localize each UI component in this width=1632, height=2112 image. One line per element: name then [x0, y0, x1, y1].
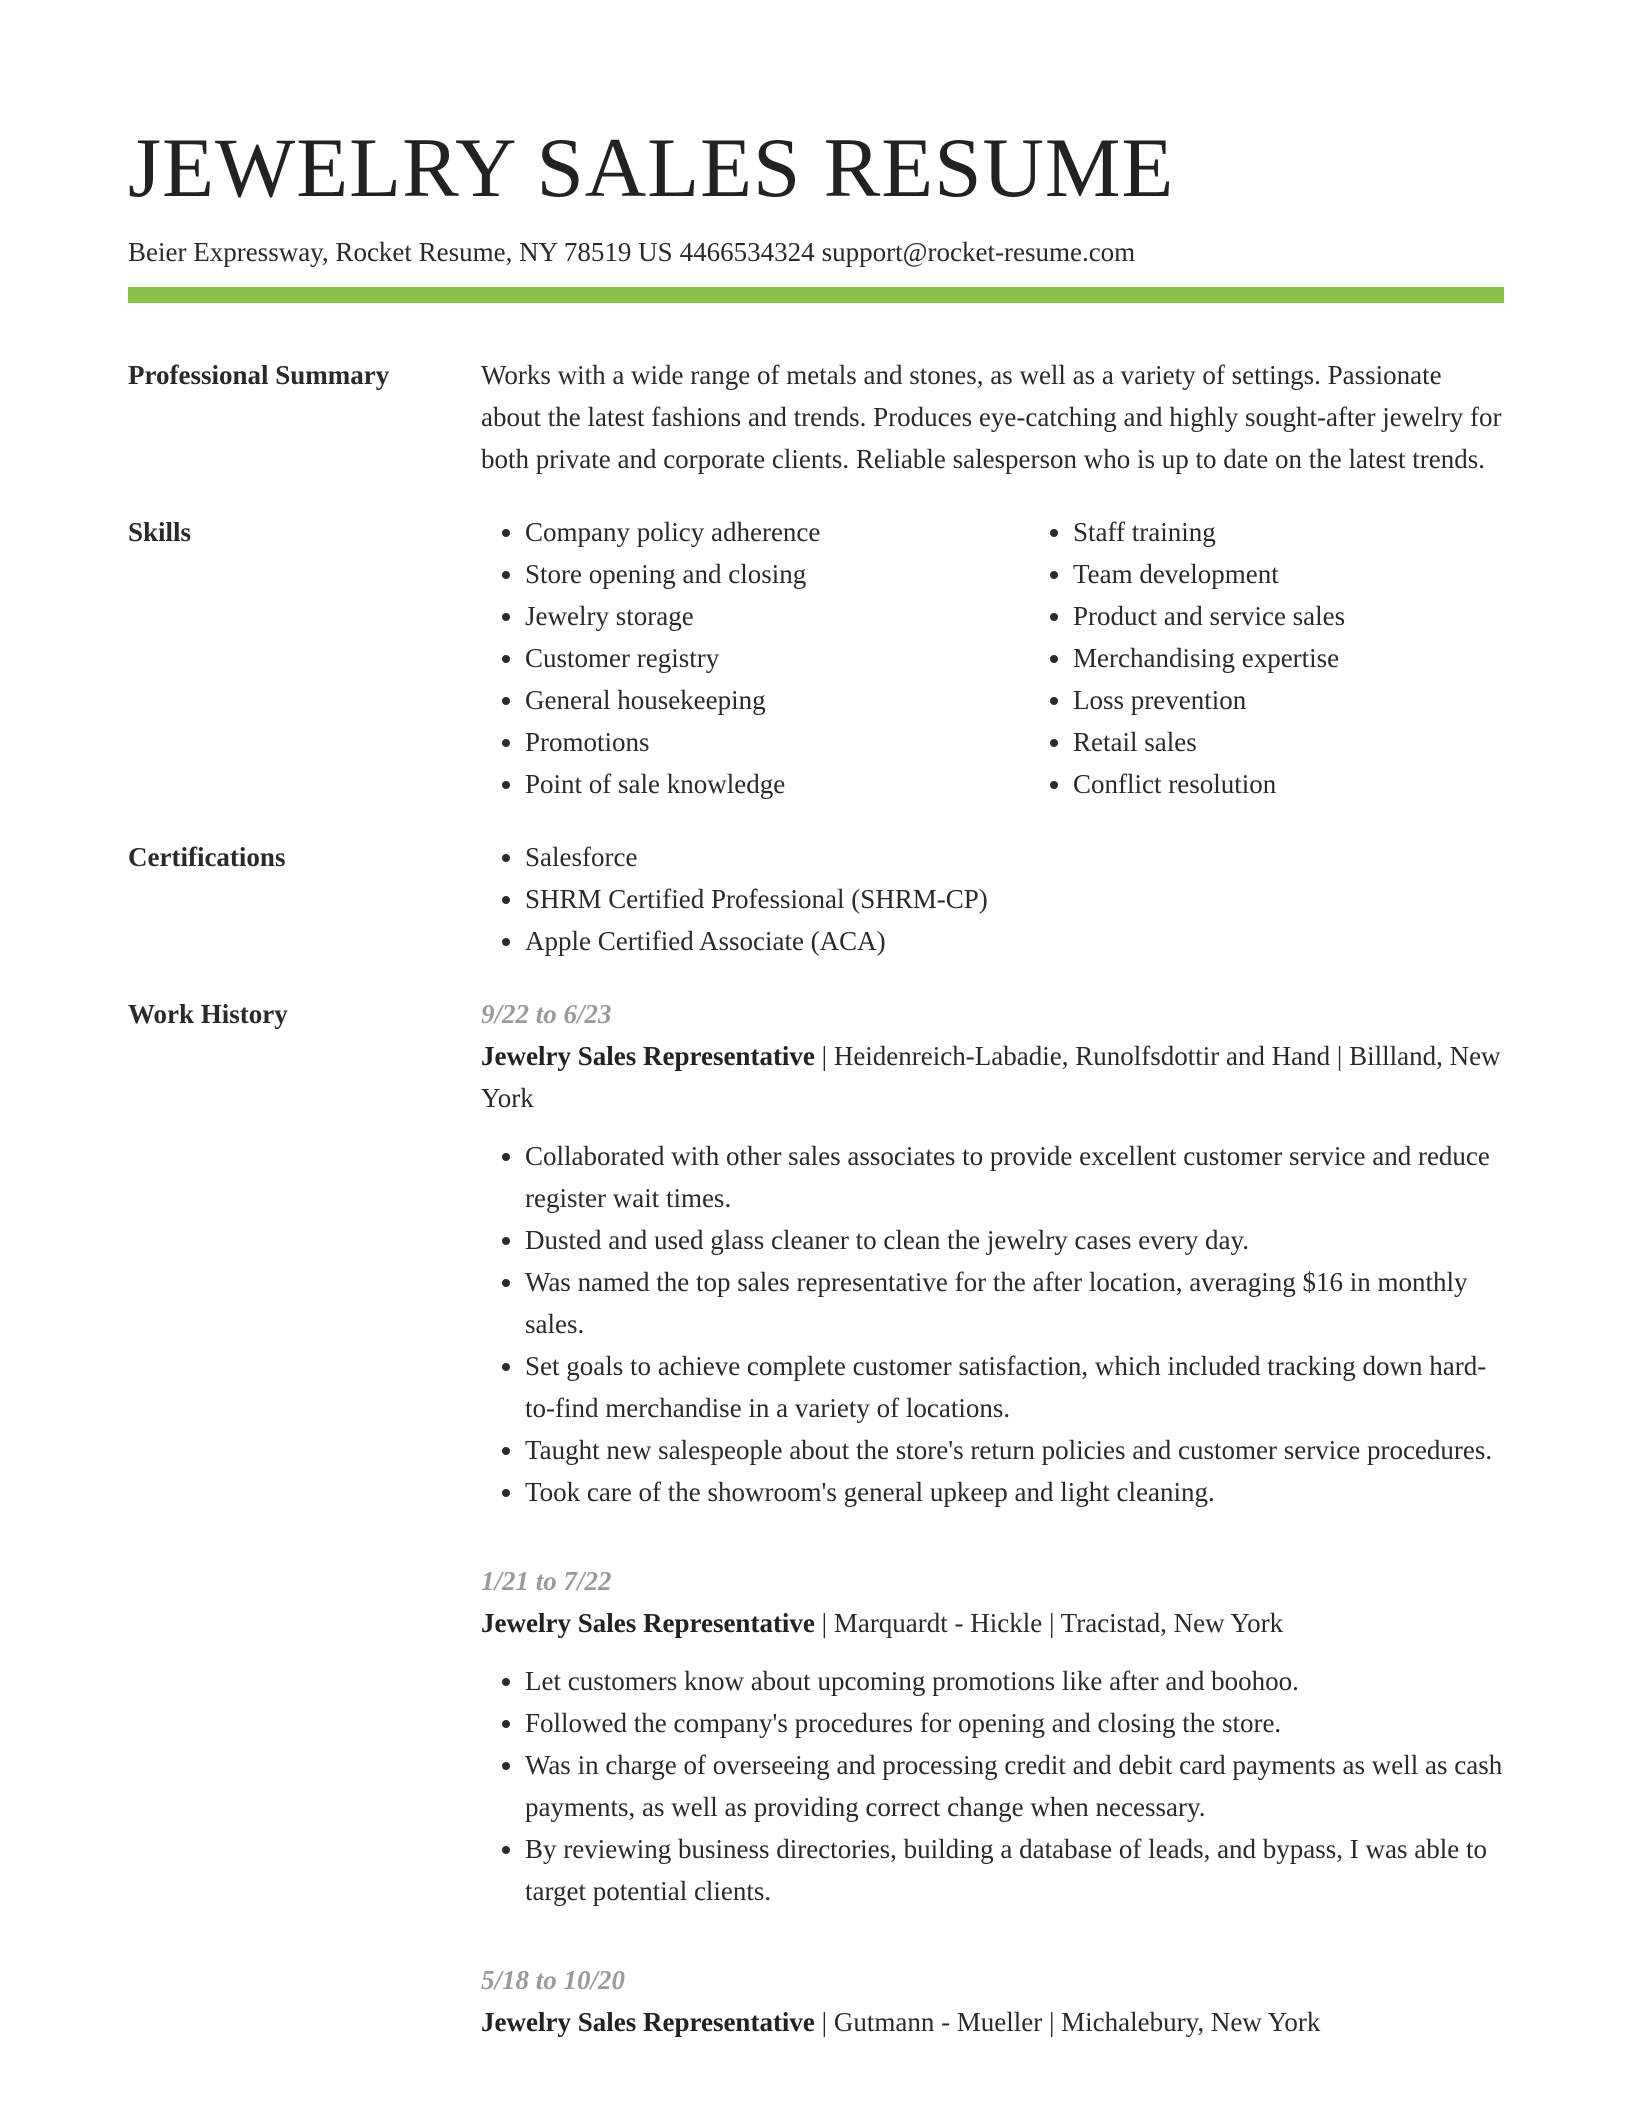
- skill-item: • Store opening and closing: [525, 553, 1029, 595]
- job-employer-location: | Heidenreich-Labadie, Runolfsdottir and Hand | Billland, New York: [481, 1041, 1501, 1113]
- summary-section: [128, 354, 1504, 480]
- job-bullets: [481, 1135, 1504, 1513]
- job-bullet: • Dusted and used glass cleaner to clean the jewelry cases every day.: [525, 1219, 1504, 1261]
- skill-item: • Staff training: [1073, 511, 1577, 553]
- job-employer-location: | Gutmann - Mueller | Michalebury, New York: [814, 2007, 1321, 2037]
- job-employer-location: | Marquardt - Hickle | Tracistad, New York: [814, 1608, 1284, 1638]
- section-label-skills: Skills: [128, 517, 192, 547]
- job-dates: 1/21 to 7/22: [481, 1566, 612, 1596]
- summary-text: Works with a wide range of metals and stones, as well as a variety of settings. Passionate about the latest fashions and trends. Produces eye-catching and highly sought-after jewelry for both private and corporate clients. Reliable salesperson who is up to date on the latest trends.: [481, 360, 1502, 474]
- skills-list-left: [481, 511, 1029, 805]
- skill-item: • Team development: [1073, 553, 1577, 595]
- section-label-certifications: Certifications: [128, 842, 286, 872]
- job-entry: [481, 1959, 1504, 2043]
- job-bullet: • Let customers know about upcoming promotions like after and boohoo.: [525, 1660, 1504, 1702]
- job-heading: [481, 2001, 1504, 2043]
- job-bullet: • Took care of the showroom's general upkeep and light cleaning.: [525, 1471, 1504, 1513]
- skill-item: • Product and service sales: [1073, 595, 1577, 637]
- job-bullet: • Was in charge of overseeing and processing credit and debit card payments as well as cash payments, as well as providing correct change when necessary.: [525, 1744, 1504, 1828]
- job-bullet: • Set goals to achieve complete customer satisfaction, which included tracking down hard-to-find merchandise in a variety of locations.: [525, 1345, 1504, 1429]
- skill-item: • Point of sale knowledge: [525, 763, 1029, 805]
- certifications-section: [128, 836, 1504, 962]
- job-entry: [481, 1560, 1504, 1912]
- contact-line: [128, 234, 1504, 270]
- section-label-summary: Professional Summary: [128, 360, 390, 390]
- skill-item: • Customer registry: [525, 637, 1029, 679]
- job-bullet: • Taught new salespeople about the store's return policies and customer service procedures.: [525, 1429, 1504, 1471]
- job-title: Jewelry Sales Representative: [481, 2007, 815, 2037]
- work-history-section: [128, 993, 1504, 2043]
- contact-address: Beier Expressway, Rocket Resume, NY 78519 US: [128, 237, 673, 267]
- job-dates: 5/18 to 10/20: [481, 1965, 626, 1995]
- certification-item: • Apple Certified Associate (ACA): [525, 920, 1504, 962]
- certification-item: • SHRM Certified Professional (SHRM-CP): [525, 878, 1504, 920]
- job-bullet: • Collaborated with other sales associates to provide excellent customer service and reduce register wait times.: [525, 1135, 1504, 1219]
- job-title: Jewelry Sales Representative: [481, 1608, 815, 1638]
- skill-item: • Conflict resolution: [1073, 763, 1577, 805]
- job-entry: [481, 993, 1504, 1513]
- skill-item: • Loss prevention: [1073, 679, 1577, 721]
- skill-item: • Retail sales: [1073, 721, 1577, 763]
- contact-email: support@rocket-resume.com: [821, 237, 1136, 267]
- job-bullet: • By reviewing business directories, building a database of leads, and bypass, I was able to target potential clients.: [525, 1828, 1504, 1912]
- job-heading: [481, 1602, 1504, 1644]
- skills-list-right: [1029, 511, 1577, 805]
- job-title: Jewelry Sales Representative: [481, 1041, 815, 1071]
- skill-item: • Jewelry storage: [525, 595, 1029, 637]
- job-heading: [481, 1035, 1504, 1119]
- skill-item: • Company policy adherence: [525, 511, 1029, 553]
- skill-item: • Promotions: [525, 721, 1029, 763]
- header-divider: [128, 287, 1504, 303]
- job-bullet: • Was named the top sales representative for the after location, averaging $16 in monthly sales.: [525, 1261, 1504, 1345]
- resume-title: JEWELRY SALES RESUME: [128, 121, 1175, 215]
- skills-section: [128, 511, 1504, 805]
- section-label-work-history: Work History: [128, 999, 288, 1029]
- certifications-list: [481, 836, 1504, 962]
- certification-item: • Salesforce: [525, 836, 1504, 878]
- job-bullet: • Followed the company's procedures for opening and closing the store.: [525, 1702, 1504, 1744]
- job-bullets: [481, 1660, 1504, 1912]
- skill-item: • General housekeeping: [525, 679, 1029, 721]
- job-dates: 9/22 to 6/23: [481, 999, 612, 1029]
- skill-item: • Merchandising expertise: [1073, 637, 1577, 679]
- contact-phone: 4466534324: [679, 237, 815, 267]
